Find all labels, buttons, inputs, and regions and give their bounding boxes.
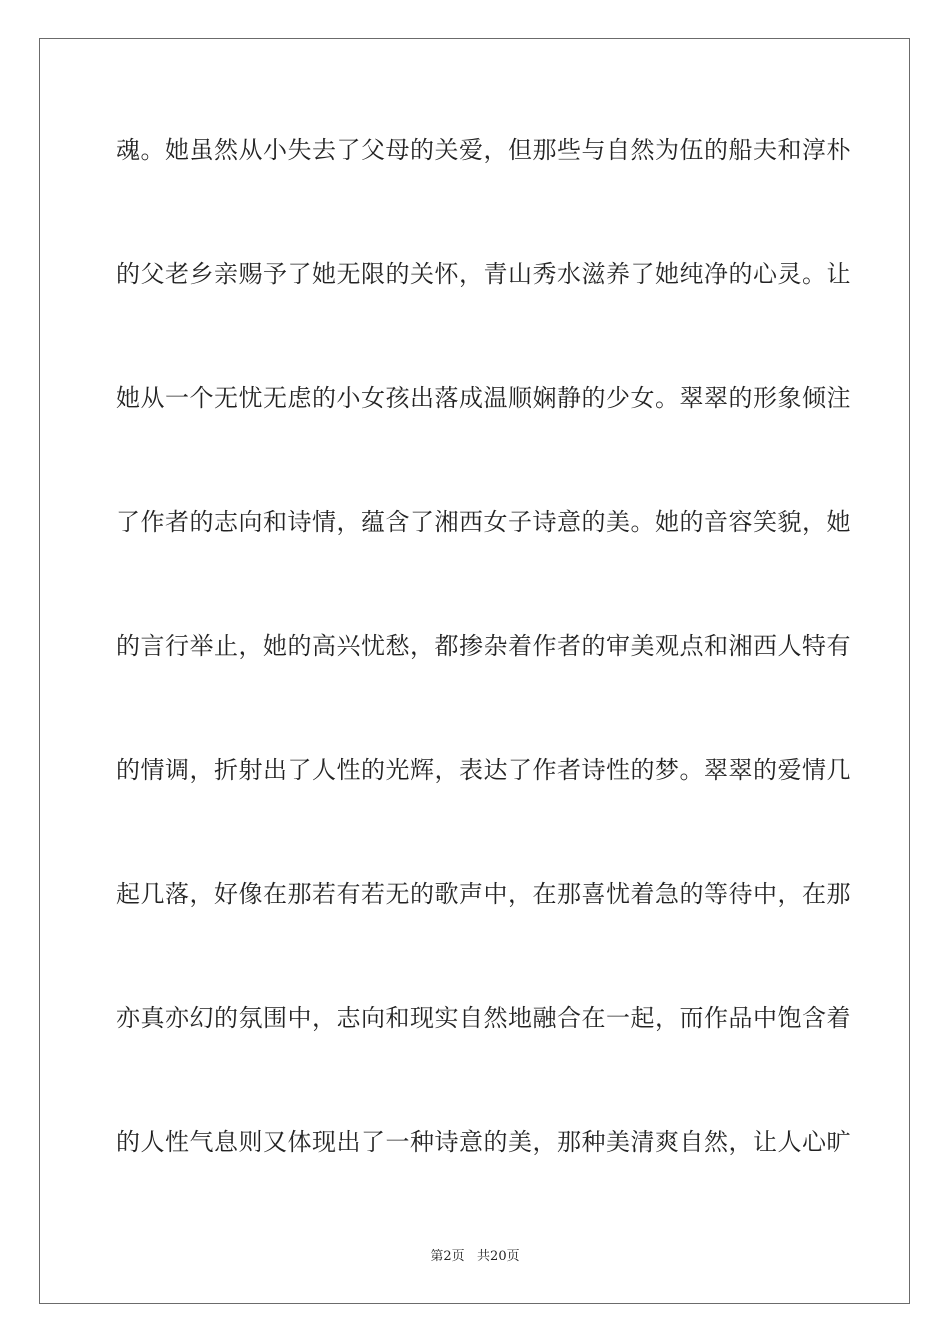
text-line: 魂。她虽然从小失去了父母的关爱，但那些与自然为伍的船夫和淳朴 <box>116 136 851 164</box>
text-line: 她从一个无忧无虑的小女孩出落成温顺娴静的少女。翠翠的形象倾注 <box>116 384 851 412</box>
text-line: 了作者的志向和诗情，蕴含了湘西女子诗意的美。她的音容笑貌，她 <box>116 508 851 536</box>
text-line: 起几落，好像在那若有若无的歌声中，在那喜忧着急的等待中，在那 <box>116 880 851 908</box>
text-line: 的言行举止，她的高兴忧愁，都掺杂着作者的审美观点和湘西人特有 <box>116 632 851 660</box>
page-number-footer: 第2页 共20页 <box>430 1249 520 1264</box>
text-line: 的人性气息则又体现出了一种诗意的美，那种美清爽自然，让人心旷 <box>116 1128 851 1156</box>
text-line: 的父老乡亲赐予了她无限的关怀，青山秀水滋养了她纯净的心灵。让 <box>116 260 851 288</box>
text-line: 的情调，折射出了人性的光辉，表达了作者诗性的梦。翠翠的爱情几 <box>116 756 851 784</box>
text-line: 亦真亦幻的氛围中，志向和现实自然地融合在一起，而作品中饱含着 <box>116 1004 851 1032</box>
body-text <box>116 133 851 1249</box>
